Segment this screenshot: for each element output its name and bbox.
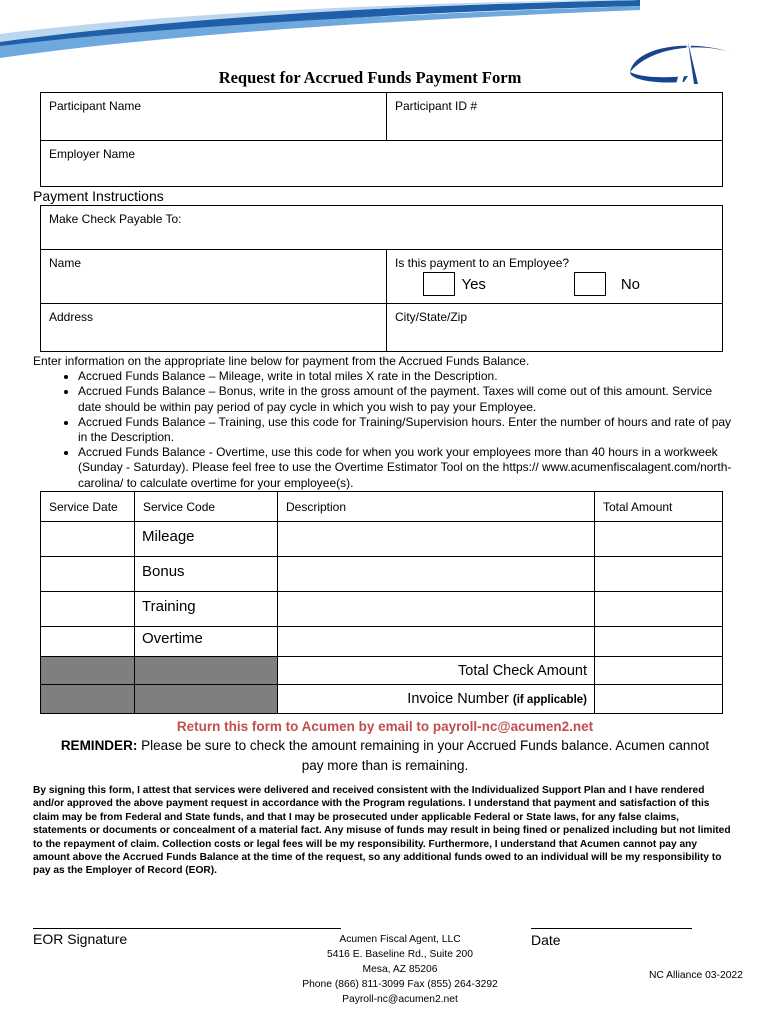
instructions-intro: Enter information on the appropriate line below for payment from the Accrued Funds Balance. (33, 354, 530, 368)
payment-table (40, 205, 723, 352)
payment-instructions-heading: Payment Instructions (33, 188, 164, 204)
service-date-cell[interactable] (41, 627, 135, 657)
participant-name-label: Participant Name (49, 99, 142, 113)
participant-id-label: Participant ID # (395, 99, 478, 113)
amount-cell[interactable] (595, 592, 723, 627)
amount-cell[interactable] (595, 557, 723, 592)
service-code-overtime: Overtime (142, 630, 203, 647)
payee-name-field[interactable] (41, 250, 387, 304)
employer-name-label: Employer Name (49, 147, 136, 161)
table-row (41, 557, 723, 592)
amount-cell[interactable] (595, 522, 723, 557)
city-state-zip-label: City/State/Zip (395, 310, 468, 324)
company-city: Mesa, AZ 85206 (362, 964, 438, 975)
company-street: 5416 E. Baseline Rd., Suite 200 (327, 949, 473, 960)
instruction-overtime: • Accrued Funds Balance - Overtime, use this code for when you work your employees more than 40 hours in a workweek (Sunday - Saturday). Please feel free to use the Overtime Estimator Tool on the https:// www.acumenfiscalagent.com/north-carolina/ to calculate overtime for your employee(s). (78, 445, 733, 491)
shaded-cell (41, 657, 135, 685)
instructions (33, 354, 733, 491)
payable-to-row (41, 206, 723, 250)
instruction-bonus: • Accrued Funds Balance – Bonus, write in the gross amount of the payment. Taxes will come out of this amount. Service date should be within pay period of pay cycle in which you wish to pay your Employee. (78, 384, 733, 414)
participant-table (40, 92, 723, 187)
yes-label: Yes (461, 275, 486, 293)
reminder-text: Please be sure to check the amount remaining in your Accrued Funds balance. Acumen cannot pay more than is remaining. (141, 738, 710, 773)
table-row (41, 592, 723, 627)
invoice-number-label: Invoice Number (407, 691, 509, 707)
form-title: Request for Accrued Funds Payment Form (218, 68, 522, 87)
participant-id-field[interactable] (387, 93, 723, 141)
service-code-mileage: Mileage (142, 528, 195, 545)
service-date-cell[interactable] (41, 522, 135, 557)
employer-name-field[interactable] (41, 141, 723, 187)
company-address (280, 932, 520, 1007)
header-service-code: Service Code (143, 500, 216, 514)
instruction-training: • Accrued Funds Balance – Training, use this code for Training/Supervision hours. Enter the number of hours and rate of pay in the Description. (78, 415, 733, 445)
total-check-amount-label: Total Check Amount (458, 663, 587, 679)
date-line[interactable] (531, 928, 692, 929)
service-date-cell[interactable] (41, 592, 135, 627)
address-field[interactable] (41, 304, 387, 352)
company-name: Acumen Fiscal Agent, LLC (339, 934, 461, 945)
description-cell[interactable] (278, 592, 595, 627)
return-instruction: Return this form to Acumen by email to payroll-nc@acumen2.net (176, 719, 594, 734)
payable-to-label: Make Check Payable To: (49, 212, 182, 226)
invoice-number-field[interactable] (595, 685, 723, 714)
yes-checkbox[interactable] (423, 272, 455, 296)
company-phone: Phone (866) 811-3099 Fax (855) 264-3292 (302, 979, 498, 990)
no-checkbox[interactable] (574, 272, 606, 296)
table-header-row (41, 492, 723, 522)
shaded-cell (135, 685, 278, 714)
description-cell[interactable] (278, 557, 595, 592)
address-label: Address (49, 310, 94, 324)
total-check-amount-field[interactable] (595, 657, 723, 685)
service-code-bonus: Bonus (142, 563, 185, 580)
service-table (40, 491, 723, 714)
header-swoosh (0, 0, 640, 60)
invoice-note: (if applicable) (512, 694, 587, 706)
service-date-cell[interactable] (41, 557, 135, 592)
amount-cell[interactable] (595, 627, 723, 657)
service-code-training: Training (142, 598, 196, 615)
table-row (41, 627, 723, 657)
description-cell[interactable] (278, 522, 595, 557)
table-row (41, 522, 723, 557)
eor-signature-label: EOR Signature (33, 931, 128, 947)
date-label: Date (531, 932, 561, 948)
shaded-cell (135, 657, 278, 685)
total-row (41, 657, 723, 685)
form-version: NC Alliance 03-2022 (649, 970, 743, 981)
employee-question-label: Is this payment to an Employee? (395, 256, 570, 270)
instruction-mileage: • Accrued Funds Balance – Mileage, write in total miles X rate in the Description. (78, 369, 733, 384)
header-description: Description (286, 500, 347, 514)
header-service-date: Service Date (49, 500, 118, 514)
participant-name-field[interactable] (41, 93, 387, 141)
reminder (60, 736, 710, 776)
instructions-list (33, 369, 733, 491)
payee-name-label: Name (49, 256, 82, 270)
header-total-amount: Total Amount (603, 500, 673, 514)
description-cell[interactable] (278, 627, 595, 657)
city-state-zip-field[interactable] (387, 304, 723, 352)
company-email: Payroll-nc@acumen2.net (342, 994, 458, 1005)
invoice-row (41, 685, 723, 714)
attestation-text: By signing this form, I attest that services were delivered and received consistent with the Individualized Support Plan and I have rendered and/or approved the above payment request in accordance with the Program regulations. I understand that payment and satisfaction of this claim may be from Federal and State funds, and that I may be prosecuted under applicable Federal or State laws, for any false claims, statements or documents or concealment of a material fact. Any misuse of funds may result in being fined or penalized including but not limited to the repayment of claim. Collection costs or legal fees will be my responsibility. Furthermore, I understand that Acumen cannot pay any amount above the Accrued Funds Balance at the time of the request, so any additional funds owed to an individual will be my responsibility to pay as the Employer of Record (EOR). (33, 785, 731, 877)
no-label: No (620, 275, 641, 293)
employee-question-cell (387, 250, 723, 304)
shaded-cell (41, 685, 135, 714)
reminder-label: REMINDER: (60, 738, 138, 753)
eor-signature-line[interactable] (33, 928, 341, 929)
